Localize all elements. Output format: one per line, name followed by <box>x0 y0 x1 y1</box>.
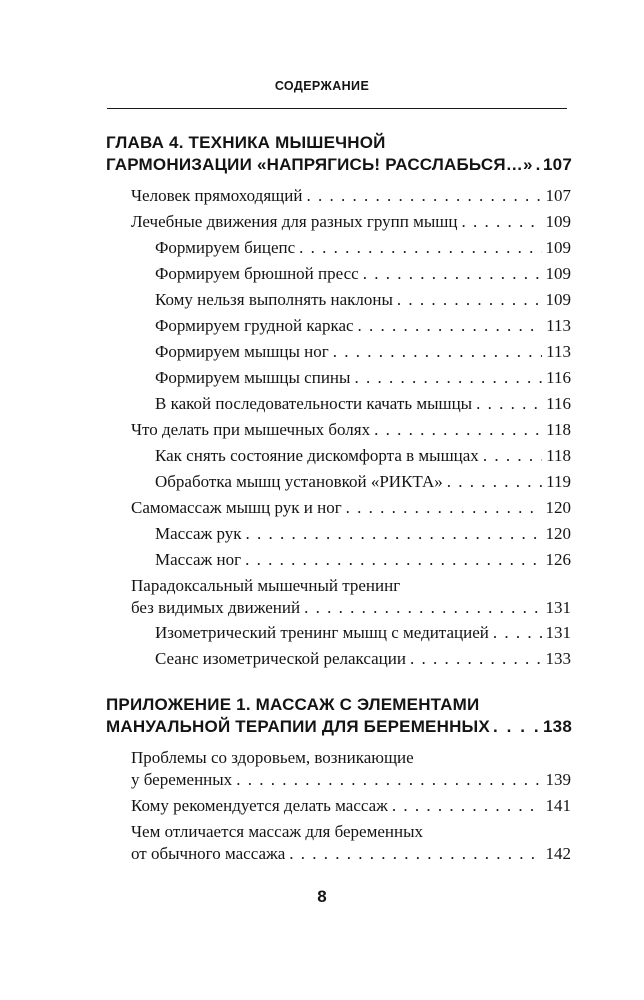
entry-title: Самомассаж мышц рук и ног <box>131 498 342 517</box>
entry-page-number: 116 <box>546 368 571 387</box>
entry-title-line1: Проблемы со здоровьем, возникающие <box>131 748 414 767</box>
chapter-page-number: 107 <box>543 155 572 174</box>
toc-subentry <box>155 315 571 337</box>
toc-subentry <box>155 648 571 670</box>
dot-leader <box>354 315 543 337</box>
toc-entry <box>131 795 571 817</box>
entry-page-number: 109 <box>545 238 571 257</box>
appendix-page-number: 138 <box>543 717 572 736</box>
toc-subentry <box>155 237 571 259</box>
entry-title: Что делать при мышечных болях <box>131 420 371 439</box>
entry-title: Формируем бицепс <box>155 238 296 257</box>
toc-subentry <box>155 523 571 545</box>
toc-entry <box>131 821 571 865</box>
dot-leader <box>350 367 542 389</box>
appendix-heading <box>106 694 572 738</box>
entry-title: Формируем мышцы ног <box>155 342 329 361</box>
toc-entry <box>131 575 571 619</box>
dot-leader <box>479 445 542 467</box>
dot-leader <box>490 716 541 738</box>
dot-leader <box>242 523 542 545</box>
entry-page-number: 109 <box>545 264 571 283</box>
entry-page-number: 118 <box>546 420 571 439</box>
toc-entry <box>131 747 571 791</box>
chapter-heading <box>106 132 572 176</box>
dot-leader <box>342 497 542 519</box>
dot-leader <box>241 549 541 571</box>
entry-page-number: 131 <box>545 598 571 617</box>
entry-title: Кому нельзя выполнять наклоны <box>155 290 393 309</box>
toc-entry <box>131 419 571 441</box>
dot-leader <box>406 648 542 670</box>
dot-leader <box>458 211 542 233</box>
entry-page-number: 109 <box>545 212 571 231</box>
dot-leader <box>300 597 541 619</box>
dot-leader <box>472 393 542 415</box>
entry-page-number: 141 <box>545 796 571 815</box>
dot-leader <box>443 471 542 493</box>
chapter-title-line2: ГАРМОНИЗАЦИИ «НАПРЯГИСЬ! РАССЛАБЬСЯ…» <box>106 155 533 174</box>
entry-title: Обработка мышц установкой «РИКТА» <box>155 472 443 491</box>
entry-page-number: 107 <box>545 186 571 205</box>
entry-title: Лечебные движения для разных групп мышц <box>131 212 458 231</box>
toc-subentry <box>155 471 571 493</box>
dot-leader <box>359 263 542 285</box>
entry-page-number: 126 <box>545 550 571 569</box>
dot-leader <box>232 769 541 791</box>
dot-leader <box>285 843 541 865</box>
toc-subentry <box>155 549 571 571</box>
entry-title: Сеанс изометрической релаксации <box>155 649 406 668</box>
dot-leader <box>295 237 541 259</box>
entry-title: Массаж ног <box>155 550 242 569</box>
entry-page-number: 109 <box>545 290 571 309</box>
toc-subentry <box>155 341 571 363</box>
entry-title: Формируем грудной каркас <box>155 316 354 335</box>
entry-title: Формируем брюшной пресс <box>155 264 359 283</box>
dot-leader <box>489 622 542 644</box>
entry-page-number: 131 <box>545 623 571 642</box>
entry-title: Изометрический тренинг мышц с медитацией <box>155 623 489 642</box>
entry-page-number: 116 <box>546 394 571 413</box>
entry-page-number: 133 <box>545 649 571 668</box>
toc-subentry <box>155 393 571 415</box>
entry-page-number: 113 <box>546 342 571 361</box>
toc-subentry <box>155 622 571 644</box>
entry-title-line1: Чем отличается массаж для беременных <box>131 822 424 841</box>
entry-page-number: 142 <box>545 844 571 863</box>
dot-leader <box>329 341 542 363</box>
entry-title: от обычного массажа <box>131 844 286 863</box>
page-number: 8 <box>317 887 327 906</box>
toc-entry <box>131 497 571 519</box>
dot-leader <box>370 419 542 441</box>
entry-title: Кому рекомендуется делать массаж <box>131 796 388 815</box>
entry-page-number: 120 <box>545 524 571 543</box>
entry-title: без видимых движений <box>131 598 301 617</box>
entry-title: Как снять состояние дискомфорта в мышцах <box>155 446 479 465</box>
appendix-title-line2: МАНУАЛЬНОЙ ТЕРАПИИ ДЛЯ БЕРЕМЕННЫХ <box>106 717 490 736</box>
toc-subentry <box>155 289 571 311</box>
entry-title: Человек прямоходящий <box>131 186 303 205</box>
toc-subentry <box>155 445 571 467</box>
chapter-title-line1: ГЛАВА 4. ТЕХНИКА МЫШЕЧНОЙ <box>106 133 386 152</box>
entry-title: у беременных <box>131 770 233 789</box>
dot-leader <box>533 154 541 176</box>
toc-entry <box>131 211 571 233</box>
entry-page-number: 118 <box>546 446 571 465</box>
appendix-title-line1: ПРИЛОЖЕНИЕ 1. МАССАЖ С ЭЛЕМЕНТАМИ <box>106 695 480 714</box>
toc-subentry <box>155 367 571 389</box>
entry-title-line1: Парадоксальный мышечный тренинг <box>131 576 401 595</box>
entry-title: В какой последовательности качать мышцы <box>155 394 473 413</box>
entry-page-number: 139 <box>545 770 571 789</box>
entry-page-number: 113 <box>546 316 571 335</box>
running-head: СОДЕРЖАНИЕ <box>274 79 370 93</box>
header-rule <box>107 108 567 109</box>
entry-title: Формируем мышцы спины <box>155 368 351 387</box>
entry-title: Массаж рук <box>155 524 242 543</box>
entry-page-number: 120 <box>545 498 571 517</box>
entry-page-number: 119 <box>546 472 571 491</box>
toc-subentry <box>155 263 571 285</box>
dot-leader <box>393 289 542 311</box>
dot-leader <box>388 795 542 817</box>
toc-entry <box>131 185 571 207</box>
dot-leader <box>302 185 541 207</box>
